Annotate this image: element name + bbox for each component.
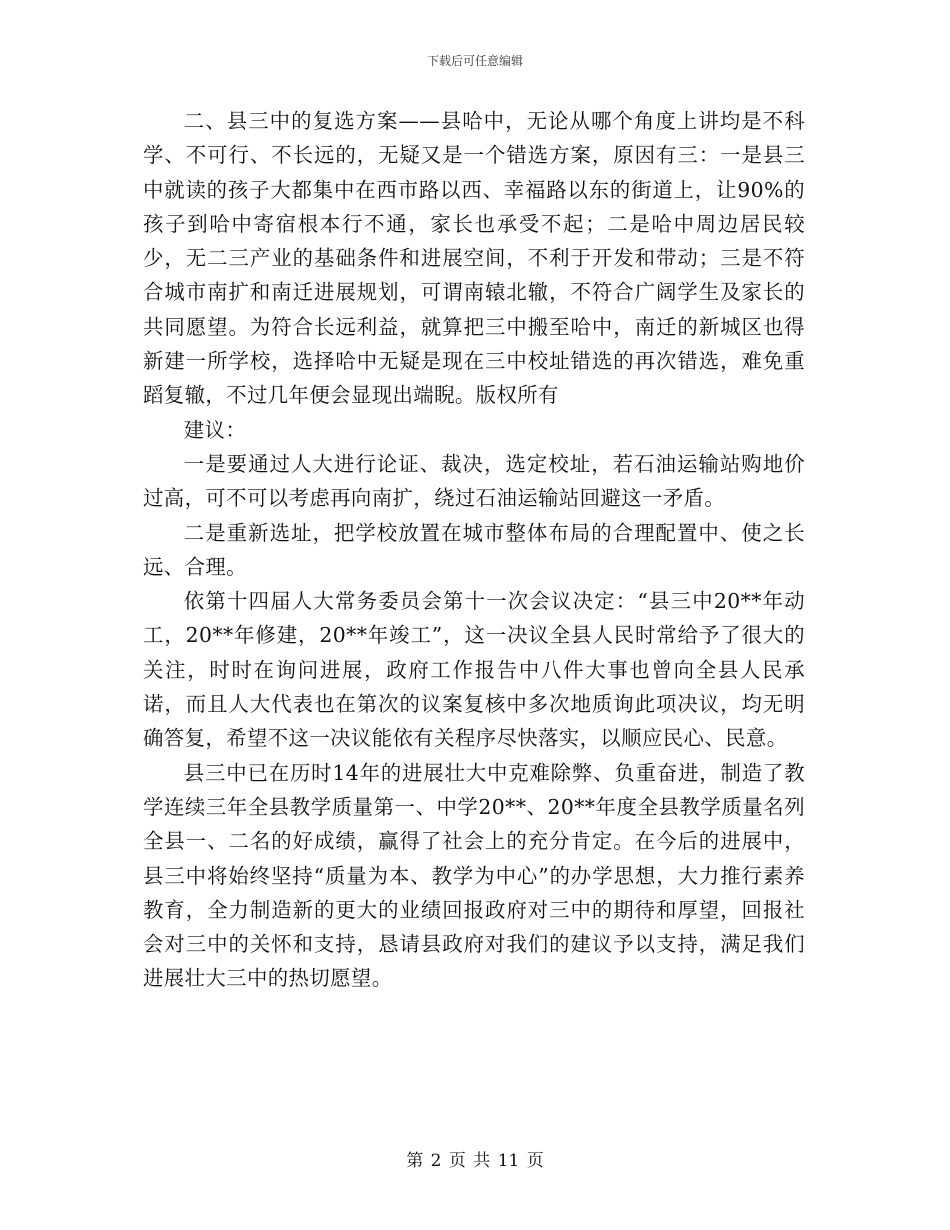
- paragraph-achievements: 县三中已在历时14年的进展壮大中克难除弊、负重奋进，制造了教学连续三年全县教学质量第一、中学20**、20**年度全县教学质量名列全县一、二名的好成绩，赢得了社会上的充分肯定。在今后的进展中，县三中将始终坚持“质量为本、教学为中心”的办学思想，大力推行素养教育，全力制造新的更大的业绩回报政府对三中的期待和厚望，回报社会对三中的关怀和支持，恳请县政府对我们的建议予以支持，满足我们进展壮大三中的热切愿望。: [143, 760, 805, 991]
- page-number: 第 2 页 共 11 页: [406, 1151, 544, 1171]
- paragraph-suggestion-one: 一是要通过人大进行论证、裁决，选定校址，若石油运输站购地价过高，可不可以考虑再向南扩，绕过石油运输站回避这一矛盾。: [143, 451, 805, 511]
- paragraph-suggestion-two: 二是重新选址，把学校放置在城市整体布局的合理配置中、使之长远、合理。: [143, 520, 805, 579]
- page-header: 下载后可任意编辑: [426, 54, 523, 68]
- document-body: [143, 104, 805, 996]
- paragraph-relocation-plan: 二、县三中的复选方案——县哈中，无论从哪个角度上讲均是不科学、不可行、不长远的，无疑又是一个错选方案，原因有三：一是县三中就读的孩子大都集中在西市路以西、幸福路以东的街道上，让90%的孩子到哈中寄宿根本行不通，家长也承受不起；二是哈中周边居民较少，无二三产业的基础条件和进展空间，不利于开发和带动；三是不符合城市南扩和南迁进展规划，可谓南辕北辙，不符合广阔学生及家长的共同愿望。为符合长远利益，就算把三中搬至哈中，南迁的新城区也得新建一所学校，选择哈中无疑是现在三中校址错选的再次错选，难免重蹈复辙，不过几年便会显现出端睨。版权所有: [143, 109, 805, 408]
- paragraph-suggestion-heading: 建议：: [183, 417, 247, 442]
- paragraph-resolution: 依第十四届人大常务委员会第十一次会议决定：“县三中20**年动工，20**年修建，20**年竣工”，这一决议全县人民时常给予了很大的关注，时时在询问进展，政府工作报告中八件大事也曾向全县人民承诺，而且人大代表也在第次的议案复核中多次地质询此项决议，均无明确答复，希望不这一决议能依有关程序尽快落实，以顺应民心、民意。: [143, 589, 805, 751]
